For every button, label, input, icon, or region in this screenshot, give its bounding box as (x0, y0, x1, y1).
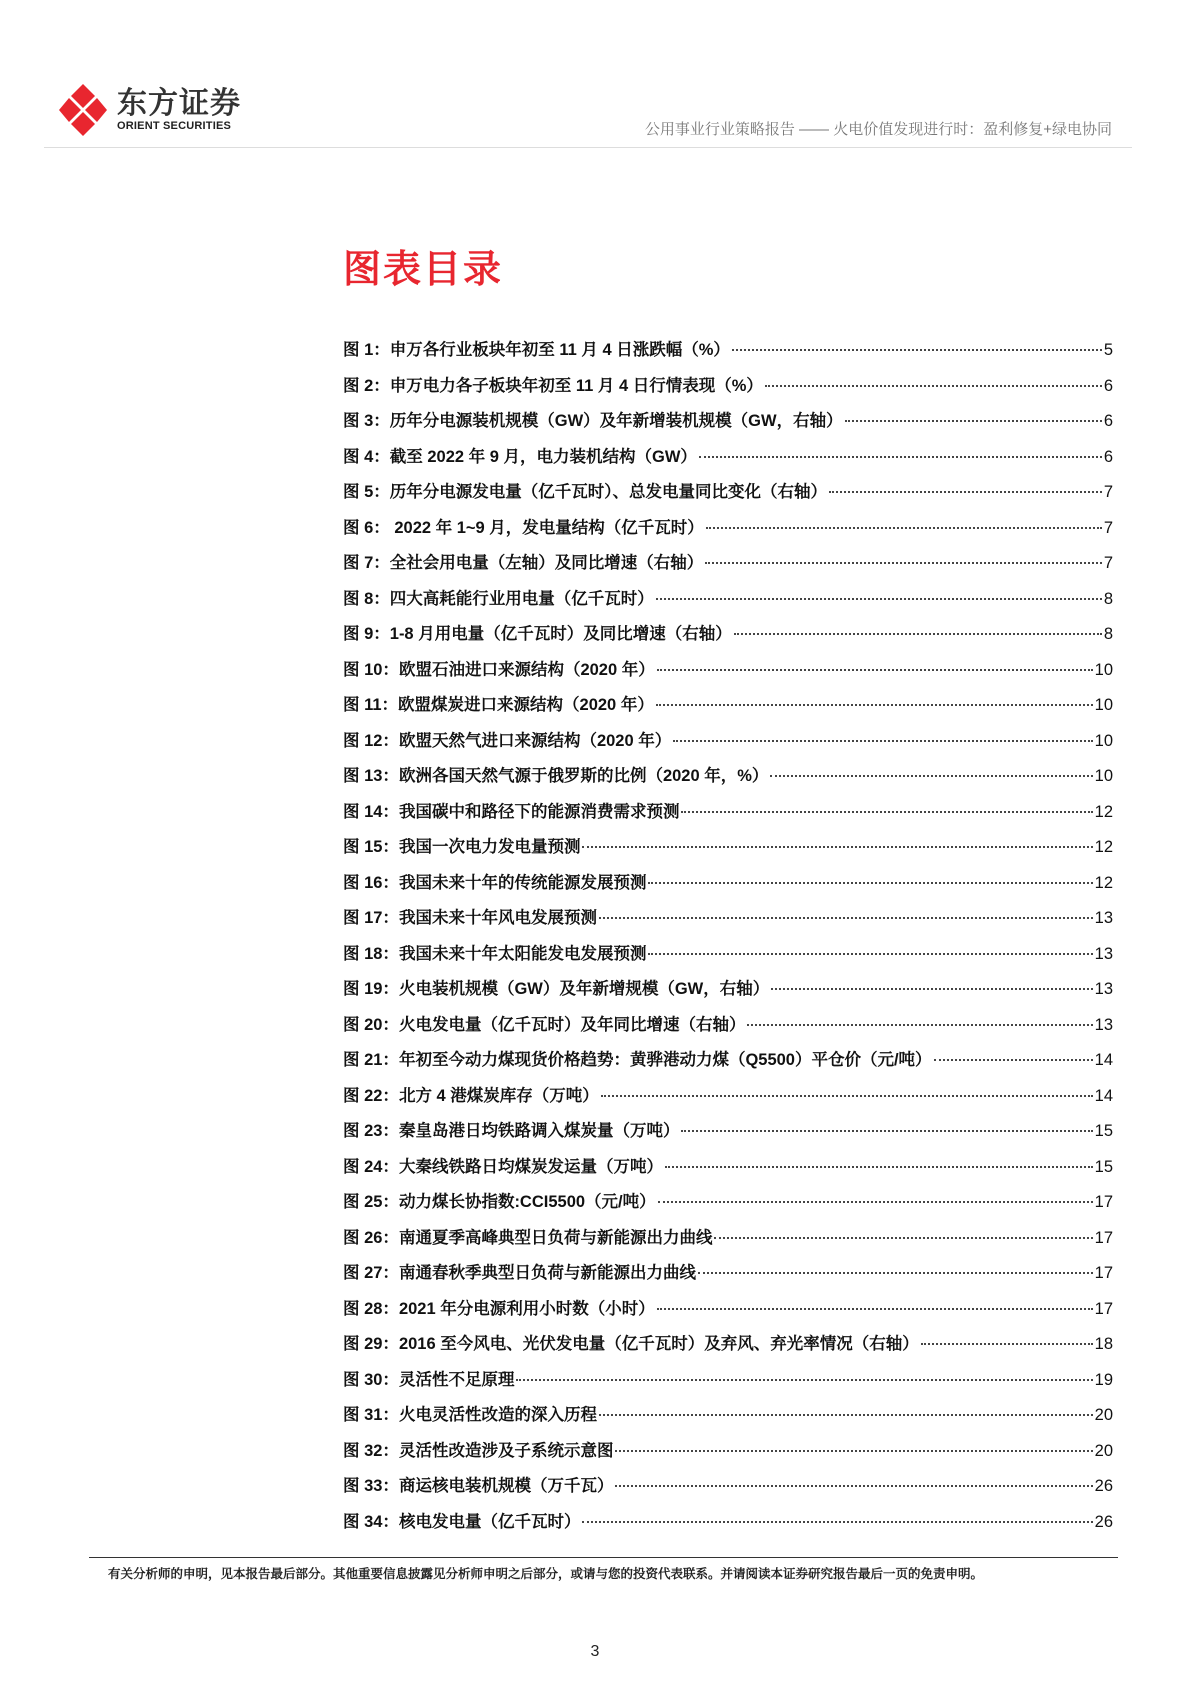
toc-fig-title: 南通夏季高峰典型日负荷与新能源出力曲线 (398, 1228, 713, 1247)
toc-page-number: 10 (1094, 767, 1113, 785)
toc-fig-number: 图 14： (343, 802, 399, 821)
toc-label (343, 940, 646, 964)
toc-page-number: 17 (1094, 1193, 1113, 1211)
toc-fig-number: 图 16： (343, 873, 399, 892)
toc-leader-dots (934, 1059, 1093, 1061)
toc-page-number: 19 (1094, 1370, 1113, 1389)
toc-leader-dots (673, 740, 1092, 742)
toc-fig-number: 图 21： (343, 1051, 399, 1069)
toc-page-number: 6 (1103, 447, 1113, 466)
toc-leader-dots (615, 1450, 1092, 1452)
toc-fig-title: 核电发电量（亿千瓦时） (398, 1512, 581, 1531)
toc-label (343, 372, 763, 396)
toc-label (343, 656, 655, 680)
toc-fig-title: 我国碳中和路径下的能源消费需求预测 (398, 802, 680, 821)
toc-fig-number: 图 7： (343, 554, 390, 572)
toc-leader-dots (656, 598, 1102, 600)
toc-fig-number: 图 34： (343, 1512, 399, 1531)
toc-label (343, 514, 704, 538)
toc-page-number: 13 (1094, 980, 1113, 998)
toc-fig-number: 图 20： (343, 1015, 399, 1034)
toc-fig-title: 申万各行业板块年初至 11 月 4 日涨跌幅（%） (389, 341, 730, 359)
toc-fig-title: 2021 年分电源利用小时数（小时） (398, 1299, 655, 1318)
toc-label (343, 727, 671, 751)
toc-fig-title: 欧洲各国天然气源于俄罗斯的比例（2020 年，%） (398, 767, 769, 785)
toc-leader-dots (765, 385, 1102, 387)
toc-entry[interactable] (343, 1366, 1113, 1402)
toc-label (343, 1472, 613, 1496)
toc-label (343, 549, 703, 573)
toc-fig-number: 图 9： (343, 625, 390, 643)
toc-leader-dots (648, 953, 1092, 955)
toc-fig-number: 图 19： (343, 980, 399, 998)
toc-page-number: 6 (1103, 376, 1113, 395)
toc-fig-title: 2022 年 1~9 月，发电量结构（亿千瓦时） (389, 518, 704, 537)
toc-fig-number: 图 22： (343, 1086, 399, 1105)
toc-leader-dots (516, 1379, 1092, 1381)
toc-fig-number: 图 27： (343, 1264, 399, 1282)
toc-entry[interactable] (343, 1330, 1113, 1366)
toc-label (343, 1330, 919, 1354)
toc-entry[interactable] (343, 443, 1113, 479)
toc-leader-dots (734, 633, 1102, 635)
toc-fig-title: 历年分电源发电量（亿千瓦时）、总发电量同比变化（右轴） (389, 483, 828, 501)
toc-page-number: 13 (1094, 1015, 1113, 1034)
toc-page-number: 15 (1094, 1122, 1113, 1140)
toc-label (343, 1366, 514, 1390)
toc-label (343, 478, 827, 502)
page-number: 3 (590, 1643, 600, 1660)
toc-label (343, 869, 646, 893)
toc-page-number: 20 (1094, 1406, 1113, 1424)
toc-entry[interactable] (343, 904, 1113, 940)
toc-fig-title: 2016 至今风电、光伏发电量（亿千瓦时）及弃风、弃光率情况（右轴） (398, 1335, 919, 1353)
toc-page-number: 10 (1094, 660, 1113, 679)
toc-fig-title: 欧盟煤炭进口来源结构（2020 年） (398, 696, 654, 714)
toc-label (343, 1117, 679, 1141)
toc-page-number: 7 (1103, 483, 1113, 501)
toc-fig-title: 北方 4 港煤炭库存（万吨） (398, 1086, 599, 1105)
toc-fig-number: 图 26： (343, 1228, 399, 1247)
toc-fig-title: 火电发电量（亿千瓦时）及年同比增速（右轴） (398, 1015, 746, 1034)
footer-divider (89, 1557, 1118, 1558)
toc-entry[interactable] (343, 1401, 1113, 1437)
header-divider (44, 147, 1132, 148)
toc-fig-number: 图 18： (343, 944, 399, 963)
toc-label (343, 1046, 932, 1070)
toc-fig-number: 图 24： (343, 1157, 399, 1176)
toc-entry[interactable] (343, 1011, 1113, 1047)
toc-leader-dots (599, 917, 1093, 919)
toc-fig-number: 图 4： (343, 447, 390, 466)
toc-fig-number: 图 13： (343, 767, 399, 785)
toc-leader-dots (714, 1237, 1092, 1239)
toc-label (343, 1508, 580, 1532)
toc-entry[interactable] (343, 407, 1113, 443)
toc-entry[interactable] (343, 585, 1113, 621)
toc-leader-dots (771, 988, 1092, 990)
toc-entry[interactable] (343, 1508, 1113, 1544)
toc-fig-number: 图 12： (343, 731, 399, 750)
toc-page-number: 12 (1094, 838, 1113, 856)
toc-fig-title: 秦皇岛港日均铁路调入煤炭量（万吨） (398, 1122, 680, 1140)
toc-fig-title: 火电装机规模（GW）及年新增规模（GW，右轴） (398, 980, 770, 998)
toc-fig-title: 大秦线铁路日均煤炭发运量（万吨） (398, 1157, 663, 1176)
toc-fig-number: 图 32： (343, 1441, 399, 1460)
toc-label (343, 1295, 655, 1319)
toc-fig-title: 年初至今动力煤现货价格趋势：黄骅港动力煤（Q5500）平仓价（元/吨） (398, 1051, 932, 1069)
toc-fig-title: 商运核电装机规模（万千瓦） (398, 1477, 614, 1495)
toc-fig-title: 我国未来十年太阳能发电发展预测 (398, 944, 647, 963)
toc-entry[interactable] (343, 1117, 1113, 1153)
toc-leader-dots (615, 1485, 1092, 1487)
toc-leader-dots (681, 811, 1092, 813)
toc-page-number: 17 (1094, 1264, 1113, 1282)
toc-page-number: 7 (1103, 518, 1113, 537)
toc-entry[interactable] (343, 1472, 1113, 1508)
toc-leader-dots (658, 1201, 1093, 1203)
toc-leader-dots (829, 491, 1102, 493)
logo-en-text: ORIENT SECURITIES (117, 120, 232, 132)
toc-leader-dots (648, 882, 1092, 884)
page-title: 图表目录 (343, 249, 504, 291)
report-subtitle: 公用事业行业策略报告 —— 火电价值发现进行时：盈利修复+绿电协同 (644, 121, 1112, 138)
toc-page-number: 8 (1103, 589, 1113, 608)
toc-entry[interactable] (343, 940, 1113, 976)
toc-entry[interactable] (343, 1259, 1113, 1295)
toc-entry[interactable] (343, 514, 1113, 550)
toc-fig-title: 欧盟天然气进口来源结构（2020 年） (398, 731, 672, 750)
toc-leader-dots (699, 456, 1102, 458)
toc-fig-number: 图 29： (343, 1335, 399, 1353)
toc-label (343, 1011, 745, 1035)
toc-entry[interactable] (343, 478, 1113, 514)
toc-label (343, 975, 769, 999)
toc-fig-number: 图 23： (343, 1122, 399, 1140)
toc-leader-dots (656, 704, 1093, 706)
toc-entry[interactable] (343, 656, 1113, 692)
toc-page-number: 10 (1094, 696, 1113, 714)
toc-label (343, 1188, 656, 1212)
toc-leader-dots (657, 669, 1093, 671)
toc-fig-number: 图 17： (343, 909, 399, 927)
toc-fig-title: 全社会用电量（左轴）及同比增速（右轴） (389, 554, 704, 572)
toc-page-number: 13 (1094, 944, 1113, 963)
disclaimer-note: 有关分析师的申明，见本报告最后部分。其他重要信息披露见分析师申明之后部分，或请与您的投资代表联系。并请阅读本证券研究报告最后一页的免责申明。 (108, 1567, 984, 1581)
toc-page-number: 15 (1094, 1157, 1113, 1176)
toc-label (343, 336, 730, 360)
toc-fig-title: 历年分电源装机规模（GW）及年新增装机规模（GW，右轴） (389, 412, 843, 430)
toc-fig-number: 图 3： (343, 412, 390, 430)
toc-page-number: 26 (1094, 1512, 1113, 1531)
toc-leader-dots (582, 1521, 1092, 1523)
orient-logo-icon (57, 82, 109, 138)
toc-fig-title: 火电灵活性改造的深入历程 (398, 1406, 597, 1424)
toc-page-number: 13 (1094, 909, 1113, 927)
toc-label (343, 762, 768, 786)
toc-fig-title: 南通春秋季典型日负荷与新能源出力曲线 (398, 1264, 696, 1282)
toc-label (343, 407, 843, 431)
toc-entry[interactable] (343, 620, 1113, 656)
toc-page-number: 18 (1094, 1335, 1113, 1353)
toc-fig-number: 图 30： (343, 1370, 399, 1389)
toc-label (343, 1401, 597, 1425)
toc-leader-dots (681, 1130, 1092, 1132)
toc-page-number: 6 (1103, 412, 1113, 430)
toc-fig-number: 图 25： (343, 1193, 399, 1211)
toc-page-number: 20 (1094, 1441, 1113, 1460)
toc-entry[interactable] (343, 762, 1113, 798)
toc-label (343, 1224, 712, 1248)
toc-fig-title: 申万电力各子板块年初至 11 月 4 日行情表现（%） (389, 376, 763, 395)
toc-leader-dots (698, 1272, 1093, 1274)
toc-fig-title: 我国未来十年风电发展预测 (398, 909, 597, 927)
toc-page-number: 12 (1094, 802, 1113, 821)
toc-label (343, 798, 679, 822)
toc-leader-dots (706, 527, 1102, 529)
logo-cn-text: 东方证券 (117, 87, 241, 120)
toc-label (343, 443, 697, 467)
toc-entry[interactable] (343, 1046, 1113, 1082)
toc-leader-dots (921, 1343, 1093, 1345)
toc-entry[interactable] (343, 1082, 1113, 1118)
toc-label (343, 904, 597, 928)
toc-label (343, 1437, 613, 1461)
toc-fig-number: 图 33： (343, 1477, 399, 1495)
toc-leader-dots (747, 1024, 1092, 1026)
toc-fig-title: 截至 2022 年 9 月，电力装机结构（GW） (389, 447, 697, 466)
toc-fig-number: 图 10： (343, 660, 399, 679)
toc-fig-title: 1-8 月用电量（亿千瓦时）及同比增速（右轴） (389, 625, 732, 643)
company-logo (57, 82, 241, 138)
toc-fig-number: 图 2： (343, 376, 390, 395)
toc-page-number: 8 (1103, 625, 1113, 643)
toc-fig-title: 欧盟石油进口来源结构（2020 年） (398, 660, 655, 679)
toc-page-number: 17 (1094, 1228, 1113, 1247)
toc-entry[interactable] (343, 833, 1113, 869)
toc-page-number: 7 (1103, 554, 1113, 572)
toc-fig-title: 四大高耗能行业用电量（亿千瓦时） (389, 589, 654, 608)
toc-leader-dots (770, 775, 1092, 777)
toc-entry[interactable] (343, 798, 1113, 834)
toc-fig-number: 图 28： (343, 1299, 399, 1318)
toc-fig-title: 灵活性不足原理 (398, 1370, 515, 1389)
toc-page-number: 10 (1094, 731, 1113, 750)
toc-label (343, 620, 732, 644)
toc-fig-number: 图 8： (343, 589, 390, 608)
toc-leader-dots (582, 846, 1092, 848)
toc-fig-number: 图 6： (343, 518, 390, 537)
toc-entry[interactable] (343, 372, 1113, 408)
toc-entry[interactable] (343, 691, 1113, 727)
toc-leader-dots (599, 1414, 1093, 1416)
toc-fig-title: 灵活性改造涉及子系统示意图 (398, 1441, 614, 1460)
toc-leader-dots (845, 420, 1102, 422)
toc-label (343, 833, 580, 857)
toc-label (343, 691, 654, 715)
toc-label (343, 1153, 663, 1177)
toc-leader-dots (601, 1095, 1093, 1097)
toc-page-number: 5 (1103, 341, 1113, 359)
toc-page-number: 26 (1094, 1477, 1113, 1495)
toc-entry[interactable] (343, 1295, 1113, 1331)
toc-entry[interactable] (343, 975, 1113, 1011)
toc-leader-dots (657, 1308, 1093, 1310)
toc-fig-title: 我国一次电力发电量预测 (398, 838, 581, 856)
toc-entry[interactable] (343, 1188, 1113, 1224)
toc-fig-number: 图 5： (343, 483, 390, 501)
toc-leader-dots (705, 562, 1102, 564)
toc-entry[interactable] (343, 1153, 1113, 1189)
toc-fig-title: 我国未来十年的传统能源发展预测 (398, 873, 647, 892)
toc-page-number: 14 (1094, 1086, 1113, 1105)
figure-toc (343, 336, 1113, 1543)
toc-leader-dots (732, 349, 1102, 351)
toc-fig-title: 动力煤长协指数:CCI5500（元/吨） (398, 1193, 656, 1211)
toc-entry[interactable] (343, 869, 1113, 905)
toc-page-number: 14 (1094, 1051, 1113, 1069)
toc-entry[interactable] (343, 1224, 1113, 1260)
toc-fig-number: 图 31： (343, 1406, 399, 1424)
toc-page-number: 17 (1094, 1299, 1113, 1318)
toc-fig-number: 图 11： (343, 696, 399, 714)
toc-label (343, 585, 654, 609)
toc-fig-number: 图 1： (343, 341, 390, 359)
toc-fig-number: 图 15： (343, 838, 399, 856)
toc-entry[interactable] (343, 549, 1113, 585)
toc-leader-dots (665, 1166, 1093, 1168)
toc-entry[interactable] (343, 727, 1113, 763)
toc-entry[interactable] (343, 336, 1113, 372)
toc-label (343, 1259, 696, 1283)
toc-entry[interactable] (343, 1437, 1113, 1473)
toc-page-number: 12 (1094, 873, 1113, 892)
toc-label (343, 1082, 599, 1106)
